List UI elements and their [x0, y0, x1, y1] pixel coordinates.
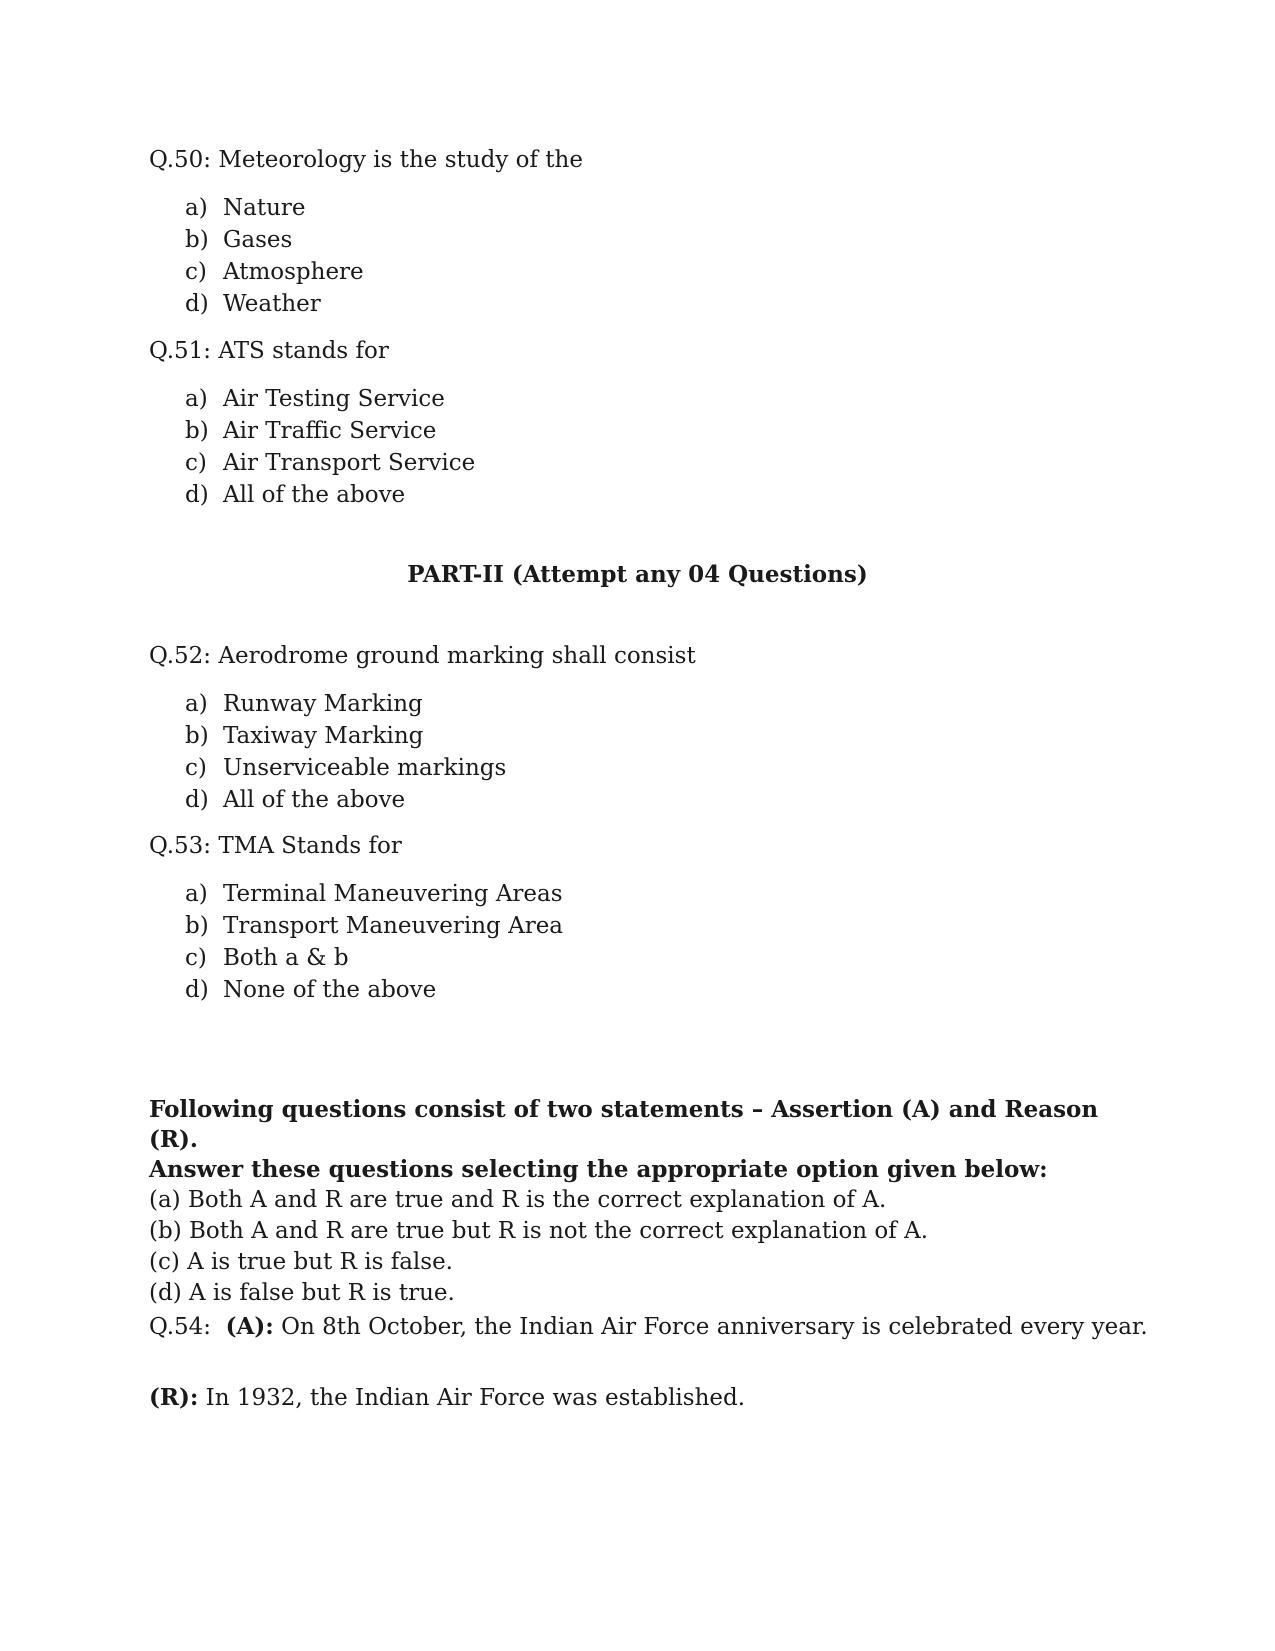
option-item — [185, 415, 475, 447]
question-54-number: Q.54: — [149, 1314, 212, 1340]
instruction-option: (c) A is true but R is false. — [149, 1249, 453, 1275]
option-letter: d) — [185, 291, 209, 317]
option-text: Air Transport Service — [223, 450, 476, 476]
option-letter: a) — [185, 691, 208, 717]
question-50-text: Q.50: Meteorology is the study of the — [149, 147, 583, 173]
option-letter: a) — [185, 881, 208, 907]
option-text: All of the above — [223, 482, 406, 508]
option-letter: b) — [185, 913, 209, 939]
reason-text: In 1932, the Indian Air Force was established. — [198, 1385, 746, 1411]
option-item — [185, 688, 506, 720]
option-item — [185, 974, 563, 1006]
option-item — [185, 752, 506, 784]
option-text: Air Traffic Service — [223, 418, 437, 444]
question-51-options — [185, 383, 475, 511]
reason-label: (R): — [149, 1384, 199, 1411]
option-text: Atmosphere — [223, 259, 364, 285]
question-53-options — [185, 878, 563, 1006]
question-54-reason — [149, 1382, 745, 1414]
assertion-label: (A): — [225, 1313, 274, 1340]
option-letter: c) — [185, 259, 207, 285]
question-52-options — [185, 688, 506, 816]
option-item — [185, 224, 364, 256]
option-text: Unserviceable markings — [223, 755, 507, 781]
option-item — [185, 288, 364, 320]
option-text: Runway Marking — [223, 691, 423, 717]
option-text: All of the above — [223, 787, 406, 813]
option-item — [185, 256, 364, 288]
instruction-option: (d) A is false but R is true. — [149, 1280, 455, 1306]
option-text: Nature — [223, 195, 306, 221]
question-52-text: Q.52: Aerodrome ground marking shall consist — [149, 643, 696, 669]
option-item — [185, 878, 563, 910]
instructions-line-2: Answer these questions selecting the appropriate option given below: — [149, 1156, 1048, 1183]
option-letter: d) — [185, 977, 209, 1003]
option-letter: a) — [185, 195, 208, 221]
option-item — [185, 720, 506, 752]
option-letter: c) — [185, 755, 207, 781]
option-letter: b) — [185, 418, 209, 444]
option-letter: b) — [185, 227, 209, 253]
option-letter: d) — [185, 787, 209, 813]
option-letter: a) — [185, 386, 208, 412]
option-item — [185, 447, 475, 479]
question-50-options — [185, 192, 364, 320]
option-letter: c) — [185, 945, 207, 971]
part-two-heading: PART-II (Attempt any 04 Questions) — [407, 561, 868, 588]
option-text: Transport Maneuvering Area — [223, 913, 564, 939]
option-text: Weather — [223, 291, 321, 317]
option-item — [185, 910, 563, 942]
option-text: None of the above — [223, 977, 437, 1003]
option-text: Gases — [223, 227, 293, 253]
instructions-line-1: Following questions consist of two statements – Assertion (A) and Reason (R). — [149, 1096, 1099, 1153]
option-item — [185, 942, 563, 974]
option-letter: c) — [185, 450, 207, 476]
question-53-text: Q.53: TMA Stands for — [149, 833, 402, 859]
option-item — [185, 383, 475, 415]
assertion-text: On 8th October, the Indian Air Force anniversary is celebrated every year. — [273, 1314, 1148, 1340]
question-54-assertion — [149, 1311, 1148, 1343]
option-text: Air Testing Service — [223, 386, 445, 412]
option-letter: b) — [185, 723, 209, 749]
option-text: Taxiway Marking — [223, 723, 424, 749]
option-text: Terminal Maneuvering Areas — [223, 881, 563, 907]
question-51-text: Q.51: ATS stands for — [149, 338, 389, 364]
option-item — [185, 479, 475, 511]
assertion-reason-instructions — [149, 1095, 1149, 1309]
option-text: Both a & b — [223, 945, 349, 971]
instruction-option: (b) Both A and R are true but R is not the correct explanation of A. — [149, 1218, 929, 1244]
option-item — [185, 784, 506, 816]
option-item — [185, 192, 364, 224]
instruction-option: (a) Both A and R are true and R is the correct explanation of A. — [149, 1187, 887, 1213]
option-letter: d) — [185, 482, 209, 508]
